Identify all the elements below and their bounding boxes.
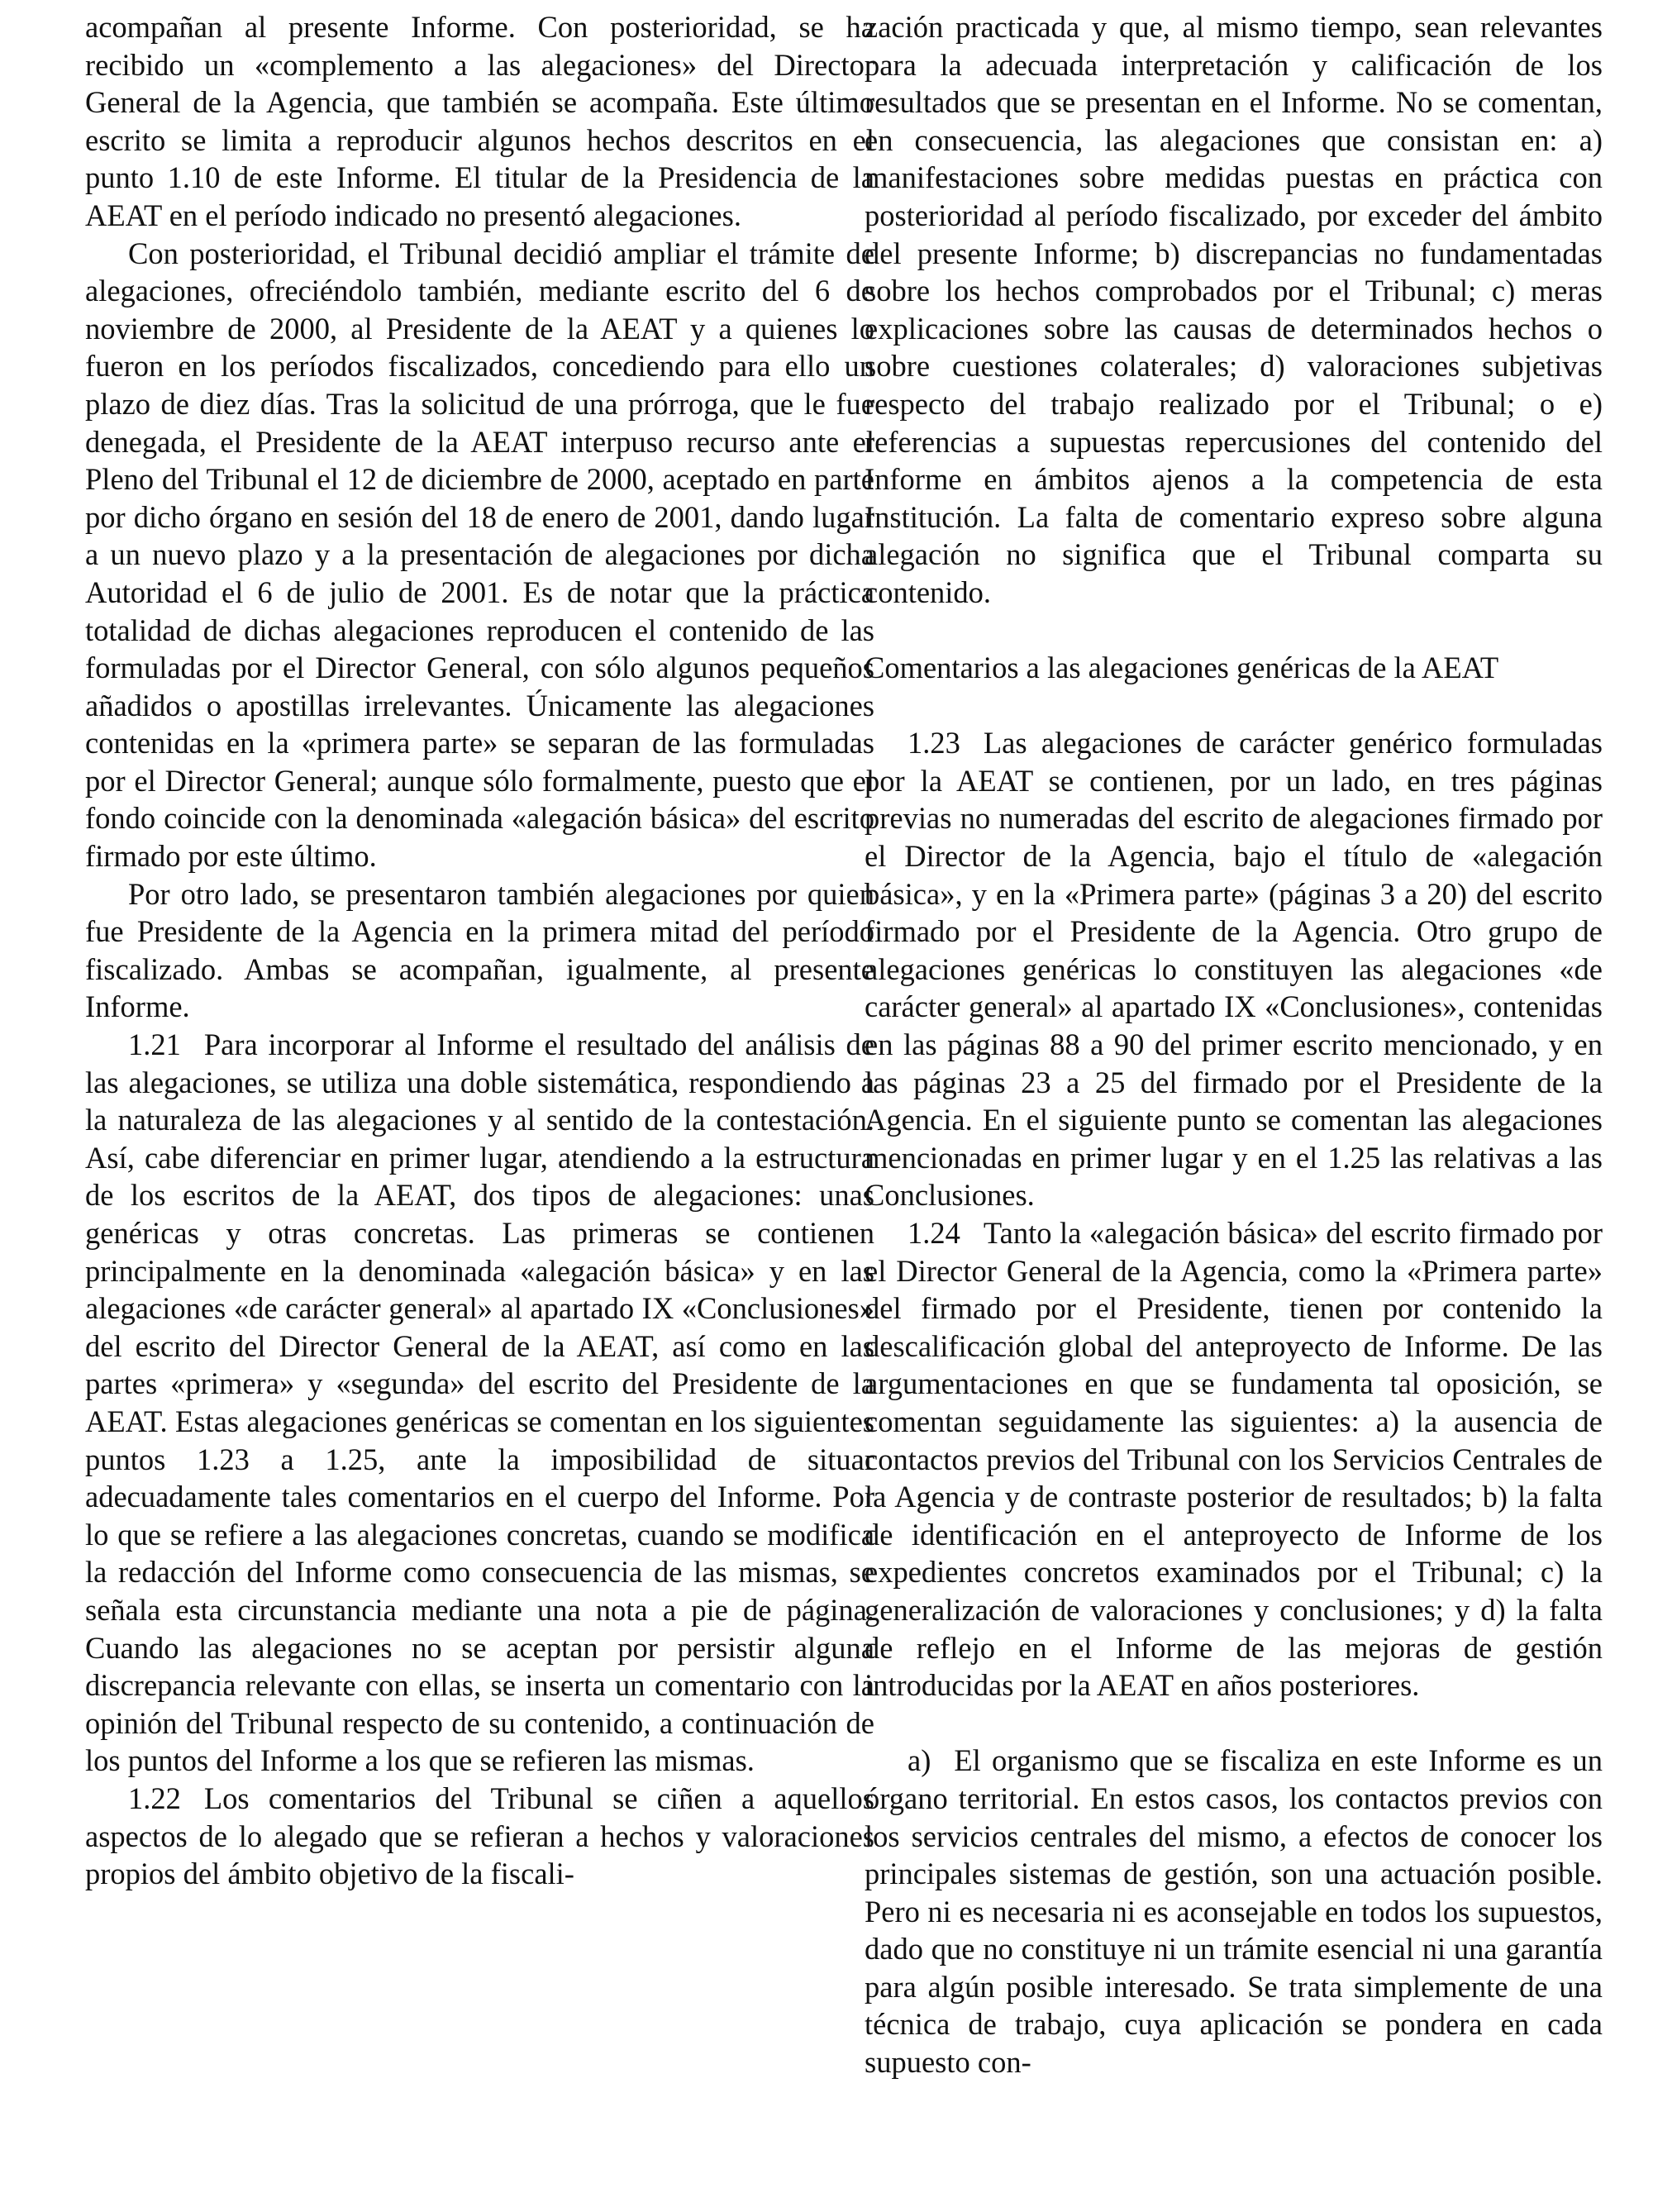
paragraph: Con posterioridad, el Tribunal decidió ampliar el trámite de alegaciones, ofreciéndolo también, mediante escrito del 6 de noviembre de 2000, al Presidente de la AEAT y a quienes lo fueron en los períodos fiscalizados, concediendo para ello un plazo de diez días. Tras la solicitud de una prórroga, que le fue denegada, el Presidente de la AEAT interpuso recurso ante el Pleno del Tribunal el 12 de diciembre de 2000, aceptado en parte por dicho órgano en sesión del 18 de enero de 2001, dando lugar a un nuevo plazo y a la presentación de alegaciones por dicha Autoridad el 6 de julio de 2001. Es de notar que la práctica totalidad de dichas alegaciones reproducen el contenido de las formuladas por el Director General, con sólo algunos pequeños añadidos o apostillas irrelevantes. Únicamente las alegaciones contenidas en la «primera parte» se separan de las formuladas por el Director General; aunque sólo formalmente, puesto que el fondo coincide con la denominada «alegación básica» del escrito firmado por este último.: [85, 236, 874, 874]
paragraph-number: 1.21: [128, 1027, 181, 1062]
paragraph-text: Los comentarios del Tribunal se ciñen a aquellos aspectos de lo alegado que se refieran a hechos y valoraciones propios del ámbito objetivo de la fiscali-: [85, 1781, 874, 1891]
numbered-paragraph: [865, 1742, 1603, 2081]
paragraph: zación practicada y que, al mismo tiempo, sean relevantes para la adecuada interpretación y calificación de los resultados que se presentan en el Informe. No se comentan, en consecuencia, las alegaciones que consistan en: a) manifestaciones sobre medidas puestas en práctica con posterioridad al período fiscalizado, por exceder del ámbito del presente Informe; b) discrepancias no fundamentadas sobre los hechos comprobados por el Tribunal; c) meras explicaciones sobre las causas de determinados hechos o sobre cuestiones colaterales; d) valoraciones subjetivas respecto del trabajo realizado por el Tribunal; o e) referencias a supuestas repercusiones del contenido del Informe en ámbitos ajenos a la competencia de esta Institución. La falta de comentario expreso sobre alguna alegación no significa que el Tribunal comparta su contenido.: [865, 10, 1603, 609]
paragraph: acompañan al presente Informe. Con posterioridad, se ha recibido un «complemento a las alegaciones» del Director General de la Agencia, que también se acompaña. Este último escrito se limita a reproducir algunos hechos descritos en el punto 1.10 de este Informe. El titular de la Presidencia de la AEAT en el período indicado no presentó alegaciones.: [85, 10, 874, 232]
left-column: [85, 8, 874, 1893]
numbered-paragraph: [865, 1214, 1603, 1704]
paragraph-text: Para incorporar al Informe el resultado del análisis de las alegaciones, se utiliza una doble sistemática, respondiendo a la naturaleza de las alegaciones y al sentido de la contestación. Así, cabe diferenciar en primer lugar, atendiendo a la estructura de los escritos de la AEAT, dos tipos de alegaciones: unas genéricas y otras concretas. Las primeras se contienen principalmente en la denominada «alegación básica» y en las alegaciones «de carácter general» al apartado IX «Conclusiones» del escrito del Director General de la AEAT, así como en las partes «primera» y «segunda» del escrito del Presidente de la AEAT. Estas alegaciones genéricas se comentan en los siguientes puntos 1.23 a 1.25, ante la imposibilidad de situar adecuadamente tales comentarios en el cuerpo del Informe. Por lo que se refiere a las alegaciones concretas, cuando se modifica la redacción del Informe como consecuencia de las mismas, se señala esta circunstancia mediante una nota a pie de página. Cuando las alegaciones no se aceptan por persistir alguna discrepancia relevante con ellas, se inserta un comentario con la opinión del Tribunal respecto de su contenido, a continuación de los puntos del Informe a los que se refieren las mismas.: [85, 1027, 874, 1778]
numbered-paragraph: [85, 1780, 874, 1893]
right-column: [865, 8, 1603, 2081]
numbered-paragraph: [865, 724, 1603, 1214]
paragraph-text: El organismo que se fiscaliza en este Informe es un órgano territorial. En estos casos, los contactos previos con los servicios centrales del mismo, a efectos de conocer los principales sistemas de gestión, son una actuación posible. Pero ni es necesaria ni es aconsejable en todos los supuestos, dado que no constituye ni un trámite esencial ni una garantía para algún posible interesado. Se trata simplemente de una técnica de trabajo, cuya aplicación se pondera en cada supuesto con-: [865, 1743, 1603, 2080]
paragraph: Por otro lado, se presentaron también alegaciones por quien fue Presidente de la Agencia en la primera mitad del período fiscalizado. Ambas se acompañan, igualmente, al presente Informe.: [85, 876, 874, 1024]
paragraph-number: 1.22: [128, 1781, 181, 1815]
paragraph-number: a): [907, 1743, 931, 1778]
spacer: [865, 687, 1603, 725]
section-heading: Comentarios a las alegaciones genéricas de la AEAT: [865, 651, 1499, 685]
paragraph-number: 1.23: [907, 726, 960, 760]
paragraph-text: Las alegaciones de carácter genérico formuladas por la AEAT se contienen, por un lado, en tres páginas previas no numeradas del escrito de alegaciones firmado por el Director de la Agencia, bajo el título de «alegación básica», y en la «Primera parte» (páginas 3 a 20) del escrito firmado por el Presidente de la Agencia. Otro grupo de alegaciones genéricas lo constituyen las alegaciones «de carácter general» al apartado IX «Conclusiones», contenidas en las páginas 88 a 90 del primer escrito mencionado, y en las páginas 23 a 25 del firmado por el Presidente de la Agencia. En el siguiente punto se comentan las alegaciones mencionadas en primer lugar y en el 1.25 las relativas a las Conclusiones.: [865, 726, 1603, 1213]
paragraph-number: 1.24: [907, 1216, 960, 1250]
spacer: [865, 612, 1603, 650]
spacer: [865, 1704, 1603, 1742]
numbered-paragraph: [85, 1026, 874, 1780]
paragraph-text: Tanto la «alegación básica» del escrito firmado por el Director General de la Agencia, como la «Primera parte» del firmado por el Presidente, tienen por contenido la descalificación global del anteproyecto de Informe. De las argumentaciones en que se fundamenta tal oposición, se comentan seguidamente las siguientes: a) la ausencia de contactos previos del Tribunal con los Servicios Centrales de la Agencia y de contraste posterior de resultados; b) la falta de identificación en el anteproyecto de Informe de los expedientes concretos examinados por el Tribunal; c) la generalización de valoraciones y conclusiones; y d) la falta de reflejo en el Informe de las mejoras de gestión introducidas por la AEAT en años posteriores.: [865, 1216, 1603, 1703]
